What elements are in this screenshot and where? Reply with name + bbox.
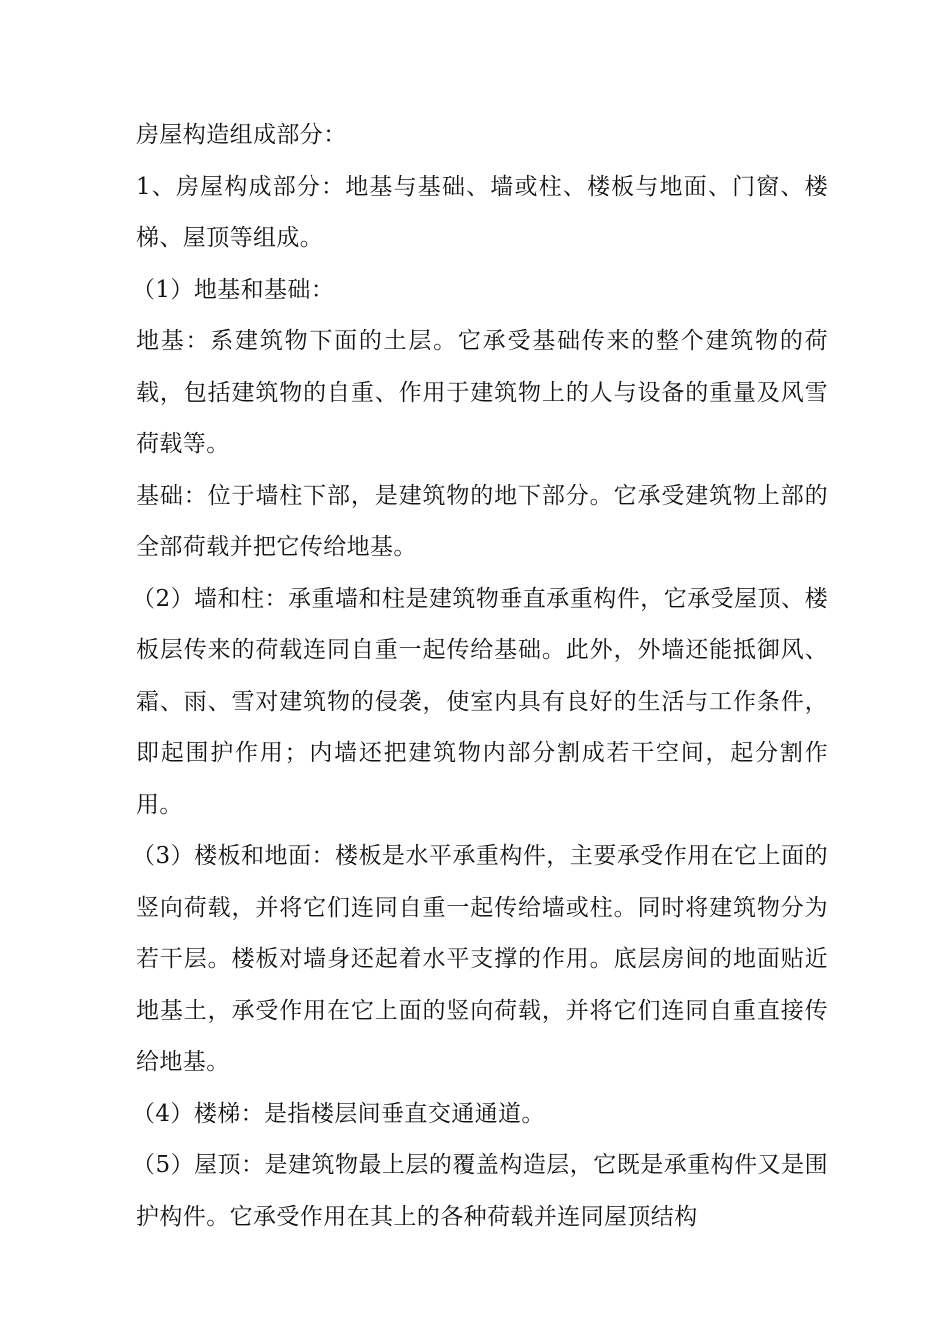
- paragraph-ground: 地基：系建筑物下面的土层。它承受基础传来的整个建筑物的荷载，包括建筑物的自重、作用于建筑物上的人与设备的重量及风雪荷载等。: [136, 328, 828, 457]
- paragraph-stairs: （4）楼梯：是指楼层间垂直交通通道。: [132, 1100, 545, 1127]
- paragraph-roof: （5）屋顶：是建筑物最上层的覆盖构造层，它既是承重构件又是围护构件。它承受作用在其上的各种荷载并连同屋顶结构: [132, 1152, 828, 1230]
- paragraph-walls-columns: （2）墙和柱：承重墙和柱是建筑物垂直承重构件，它承受屋顶、楼板层传来的荷载连同自重一起传给基础。此外，外墙还能抵御风、霜、雨、雪对建筑物的侵袭，使室内具有良好的生活与工作条件，即起围护作用；内墙还把建筑物内部分割成若干空间，起分割作用。: [132, 585, 828, 818]
- paragraph-foundation: 基础：位于墙柱下部，是建筑物的地下部分。它承受建筑物上部的全部荷载并把它传给地基。: [136, 482, 828, 560]
- paragraph-floors: （3）楼板和地面：楼板是水平承重构件，主要承受作用在它上面的竖向荷载，并将它们连同自重一起传给墙或柱。同时将建筑物分为若干层。楼板对墙身还起着水平支撑的作用。底层房间的地面贴近地基土，承受作用在它上面的竖向荷载，并将它们连同自重直接传给地基。: [132, 843, 828, 1075]
- section-heading: 房屋构造组成部分：: [136, 122, 347, 148]
- document-page: [132, 110, 828, 1243]
- subheading-foundation: （1）地基和基础：: [132, 276, 335, 303]
- paragraph-house-components: 1、房屋构成部分：地基与基础、墙或柱、楼板与地面、门窗、楼梯、屋顶等组成。: [136, 173, 828, 251]
